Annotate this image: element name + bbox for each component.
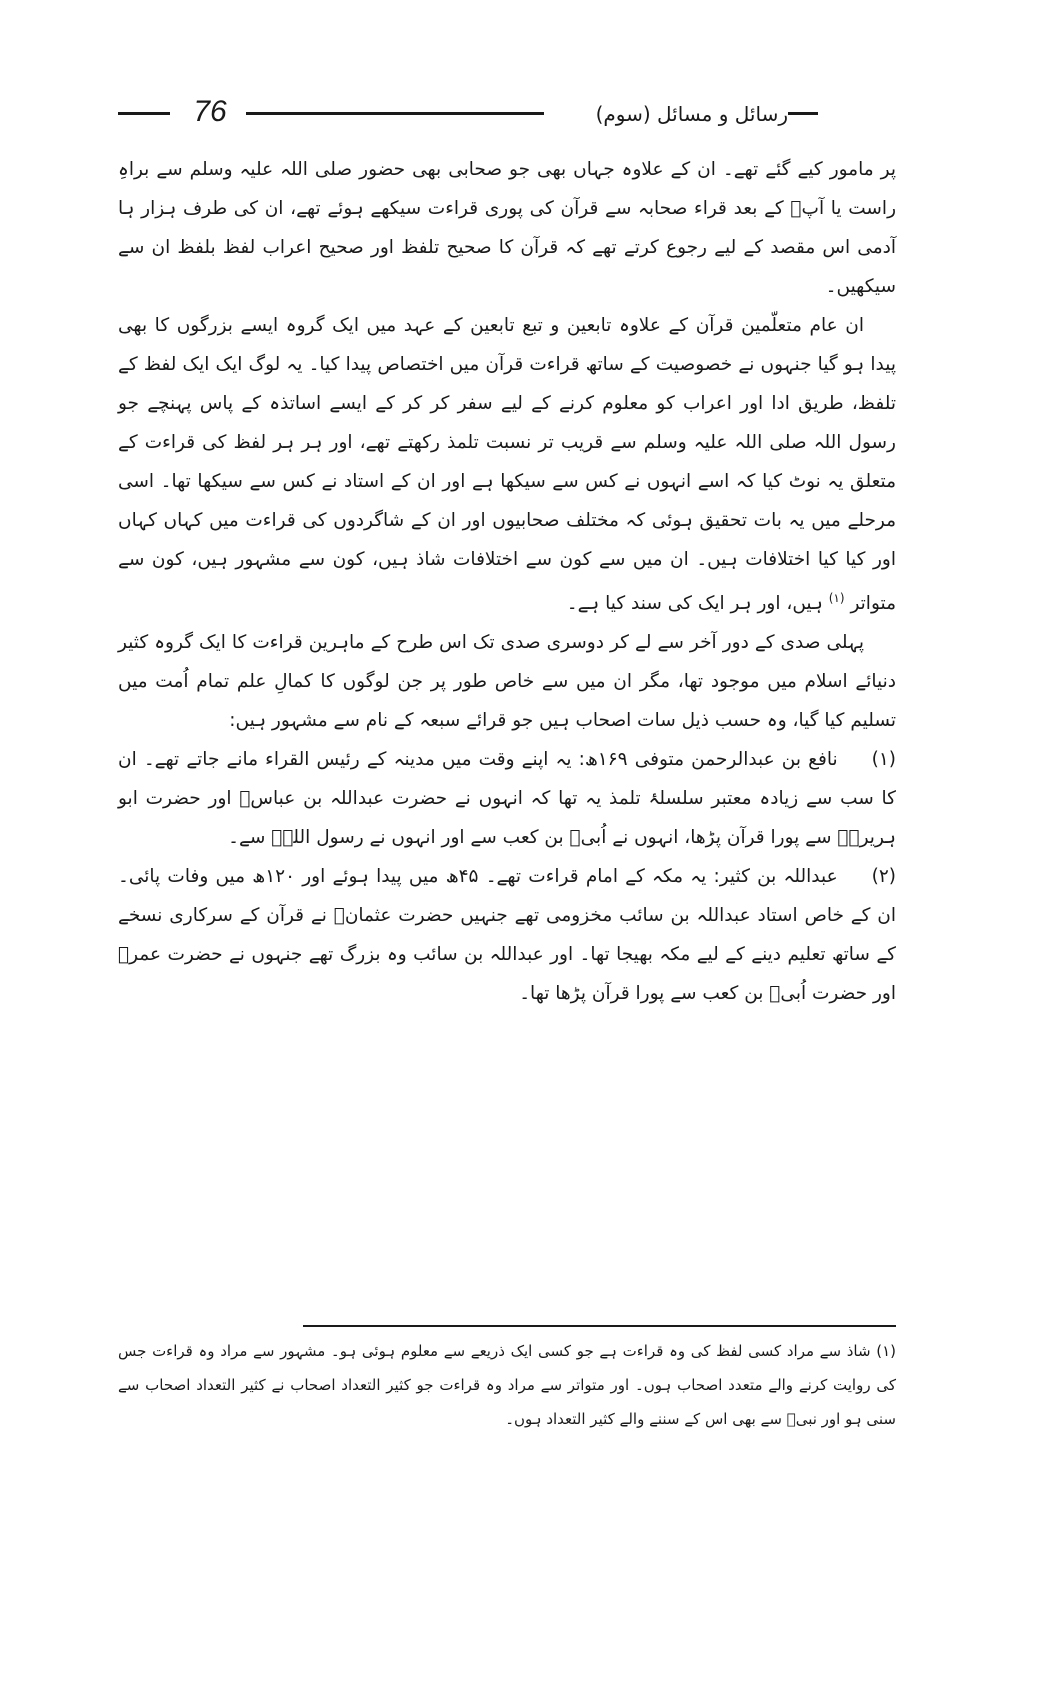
paragraph-2-main: ان عام متعلّمین قرآن کے علاوہ تابعین و تبع تابعین کے عہد میں ایک گروہ ایسے بزرگوں کا بھی پیدا ہو گیا جنہوں نے خصوصیت کے ساتھ قراءت قرآن میں اختصاص پیدا کیا۔ یہ لوگ ایک ایک لفظ کے تلفظ، طریق ادا اور اعراب کو معلوم کرنے کے لیے سفر کر کر کے ایسے اساتذہ کے پاس پہنچے جو رسول اللہ صلی اللہ علیہ وسلم سے قریب تر نسبت تلمذ رکھتے تھے، اور ہر ہر لفظ کی قراءت کے متعلق یہ نوٹ کیا کہ اسے انہوں نے کس سے سیکھا ہے اور ان کے استاد نے کس سے سیکھا تھا۔ اسی مرحلے میں یہ بات تحقیق ہوئی کہ مختلف صحابیوں اور ان کے شاگردوں کی قراءت میں کہاں کہاں اور کیا کیا اختلافات ہیں۔ ان میں سے کون سے اختلافات شاذ ہیں، کون سے مشہور ہیں، کون سے متواتر [118, 315, 896, 615]
list-item-2-text: عبداللہ بن کثیر: یہ مکہ کے امام قراءت تھے۔ ۴۵ھ میں پیدا ہوئے اور ۱۲۰ھ میں وفات پائی۔ ان کے خاص استاد عبداللہ بن سائب مخزومی تھے جنہیں حضرت عثمانؓ نے قرآن کے سرکاری نسخے کے ساتھ تعلیم دینے کے لیے مکہ بھیجا تھا۔ اور عبداللہ بن سائب وہ بزرگ تھے جنہوں نے حضرت عمرؓ اور حضرت اُبیؓ بن کعب سے پورا قرآن پڑھا تھا۔ [118, 866, 896, 1005]
header-rule-left [118, 112, 170, 115]
running-title: رسائل و مسائل (سوم) [595, 102, 788, 126]
header-rule-middle [246, 112, 544, 115]
footnote-number: (۱) [876, 1342, 896, 1360]
paragraph-2 [118, 306, 896, 623]
paragraph-2-end: ہیں، اور ہر ایک کی سند کیا ہے۔ [566, 593, 823, 615]
list-item-2-number: (۲) [871, 866, 896, 888]
footnote-text: شاذ سے مراد کسی لفظ کی وہ قراءت ہے جو کسی ایک ذریعے سے معلوم ہوئی ہو۔ مشہور سے مراد وہ قراءت جس کی روایت کرنے والے متعدد اصحاب ہوں۔ اور متواتر سے مراد وہ قراءت جو کثیر التعداد اصحاب نے کثیر التعداد اصحاب سے سنی ہو اور نبیؐ سے بھی اس کے سننے والے کثیر التعداد ہوں۔ [118, 1342, 896, 1428]
list-item-1-number: (۱) [871, 749, 897, 771]
list-item-1 [118, 740, 896, 857]
footnote-reference: (۱) [828, 591, 845, 605]
header-rule-right [788, 112, 818, 115]
list-item-1-text: نافع بن عبدالرحمن متوفی ۱۶۹ھ: یہ اپنے وقت میں مدینہ کے رئیس القراء مانے جاتے تھے۔ ان کا سب سے زیادہ معتبر سلسلۂ تلمذ یہ تھا کہ انہوں نے حضرت عبداللہ بن عباسؓ اور حضرت ابو ہریرہؓ سے پورا قرآن پڑھا، انہوں نے اُبیؓ بن کعب سے اور انہوں نے رسول اللہؐ سے۔ [118, 749, 896, 849]
footnote [118, 1334, 896, 1474]
page-header [118, 92, 896, 136]
list-item-2 [118, 857, 896, 1013]
page-number: 76 [193, 95, 227, 128]
paragraph-3: پہلی صدی کے دور آخر سے لے کر دوسری صدی تک اس طرح کے ماہرین قراءت کا ایک گروہ کثیر دنیائے اسلام میں موجود تھا، مگر ان میں سے خاص طور پر جن لوگوں کا کمالِ علم تمام اُمت میں تسلیم کیا گیا، وہ حسب ذیل سات اصحاب ہیں جو قرائے سبعہ کے نام سے مشہور ہیں: [118, 632, 896, 732]
main-text [118, 150, 896, 1320]
footnote-divider [303, 1325, 896, 1327]
paragraph-1: پر مامور کیے گئے تھے۔ ان کے علاوہ جہاں بھی جو صحابی بھی حضور صلی اللہ علیہ وسلم سے براہِ راست یا آپؐ کے بعد قراء صحابہ سے قرآن کی پوری قراءت سیکھے ہوئے تھے، ان کی طرف ہزار ہا آدمی اس مقصد کے لیے رجوع کرتے تھے کہ قرآن کا صحیح تلفظ اور صحیح اعراب لفظ بلفظ ان سے سیکھیں۔ [118, 159, 896, 297]
